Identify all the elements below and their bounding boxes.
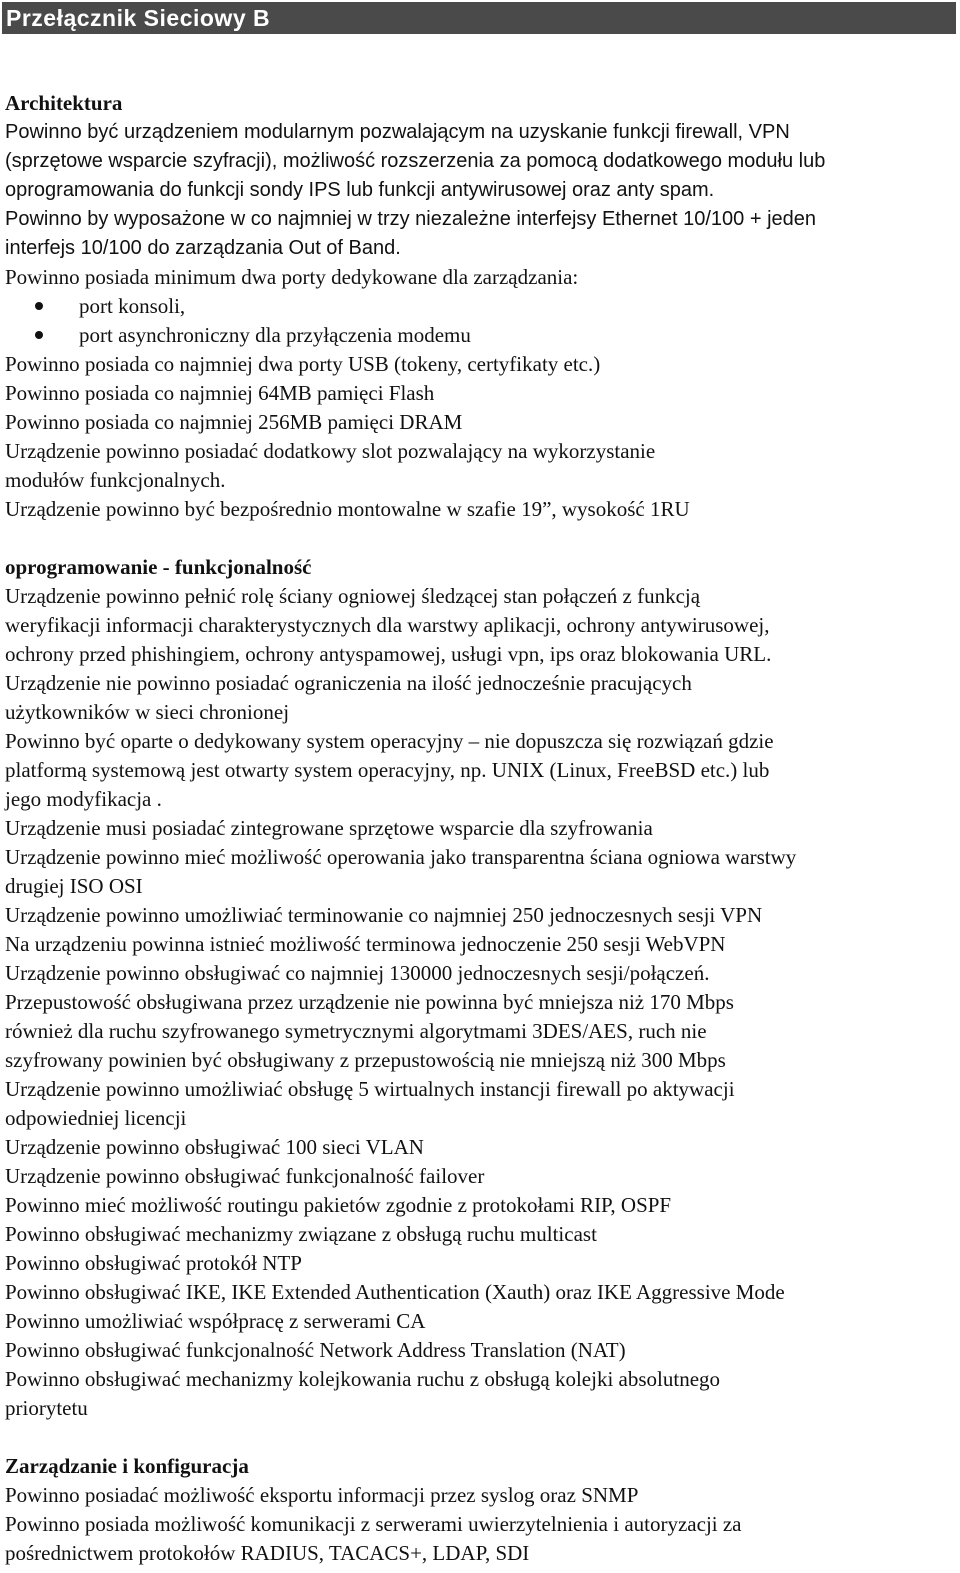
text-line bbox=[5, 234, 955, 263]
line-text: (sprzętowe wsparcie szyfracji), możliwość rozszerzenia za pomocą dodatkowego modułu lub bbox=[5, 150, 826, 172]
text-line bbox=[5, 379, 955, 408]
text-line bbox=[5, 118, 955, 147]
text-line bbox=[5, 1017, 955, 1046]
line-text: Urządzenie powinno obsługiwać funkcjonalność failover bbox=[5, 1164, 485, 1188]
line-text: Urządzenie powinno mieć możliwość operowania jako transparentna ściana ogniowa warstwy bbox=[5, 845, 797, 869]
line-text: Urządzenie powinno umożliwiać terminowanie co najmniej 250 jednoczesnych sesji VPN bbox=[5, 903, 763, 927]
text-line bbox=[5, 1481, 955, 1510]
text-line bbox=[5, 1307, 955, 1336]
text-line bbox=[5, 147, 955, 176]
line-text: Powinno posiada minimum dwa porty dedykowane dla zarządzania: bbox=[5, 265, 579, 289]
text-line bbox=[5, 930, 955, 959]
line-text: jego modyfikacja . bbox=[5, 787, 162, 811]
text-line bbox=[5, 1539, 955, 1568]
text-line bbox=[5, 901, 955, 930]
text-line bbox=[5, 814, 955, 843]
text-line bbox=[5, 176, 955, 205]
document-body bbox=[5, 89, 955, 1568]
text-line bbox=[5, 756, 955, 785]
line-text: Powinno obsługiwać mechanizmy związane z obsługą ruchu multicast bbox=[5, 1222, 597, 1246]
line-text: drugiej ISO OSI bbox=[5, 874, 143, 898]
text-line bbox=[5, 1249, 955, 1278]
line-text: modułów funkcjonalnych. bbox=[5, 468, 226, 492]
section-heading: oprogramowanie - funkcjonalność bbox=[5, 555, 312, 579]
text-line bbox=[5, 1365, 955, 1394]
line-text: Na urządzeniu powinna istnieć możliwość terminowa jednoczenie 250 sesji WebVPN bbox=[5, 932, 726, 956]
text-line bbox=[5, 350, 955, 379]
text-line bbox=[5, 1510, 955, 1539]
text-line bbox=[5, 1133, 955, 1162]
line-text: Powinno być urządzeniem modularnym pozwalającym na uzyskanie funkcji firewall, VPN bbox=[5, 121, 790, 143]
text-line bbox=[5, 1075, 955, 1104]
line-text: interfejs 10/100 do zarządzania Out of Band. bbox=[5, 237, 401, 259]
text-line bbox=[5, 872, 955, 901]
line-text: Powinno posiada możliwość komunikacji z serwerami uwierzytelnienia i autoryzacji za bbox=[5, 1512, 742, 1536]
line-text: pośrednictwem protokołów RADIUS, TACACS+, LDAP, SDI bbox=[5, 1541, 530, 1565]
text-line bbox=[5, 1191, 955, 1220]
line-text: Urządzenie nie powinno posiadać ograniczenia na ilość jednocześnie pracujących bbox=[5, 671, 692, 695]
line-text: Powinno umożliwiać współpracę z serwerami CA bbox=[5, 1309, 426, 1333]
line-text: Urządzenie powinno obsługiwać co najmniej 130000 jednoczesnych sesji/połączeń. bbox=[5, 961, 710, 985]
text-line bbox=[5, 698, 955, 727]
text-line bbox=[5, 785, 955, 814]
line-text: Powinno obsługiwać funkcjonalność Network Address Translation (NAT) bbox=[5, 1338, 626, 1362]
line-text: Urządzenie powinno pełnić rolę ściany ogniowej śledzącej stan połączeń z funkcją bbox=[5, 584, 701, 608]
line-text: Powinno obsługiwać protokół NTP bbox=[5, 1251, 302, 1275]
line-text: Powinno obsługiwać IKE, IKE Extended Authentication (Xauth) oraz IKE Aggressive Mode bbox=[5, 1280, 785, 1304]
document-title: Przełącznik Sieciowy B bbox=[2, 2, 956, 34]
text-line bbox=[5, 843, 955, 872]
text-line bbox=[5, 1278, 955, 1307]
text-line bbox=[5, 988, 955, 1017]
line-text: ochrony przed phishingiem, ochrony antyspamowej, usługi vpn, ips oraz blokowania URL. bbox=[5, 642, 772, 666]
line-text: Przepustowość obsługiwana przez urządzenie nie powinna być mniejsza niż 170 Mbps bbox=[5, 990, 734, 1014]
section-spacer bbox=[5, 524, 955, 553]
text-line bbox=[5, 466, 955, 495]
text-line bbox=[5, 1104, 955, 1133]
line-text: Powinno by wyposażone w co najmniej w trzy niezależne interfejsy Ethernet 10/100 + jeden bbox=[5, 208, 817, 230]
line-text: Urządzenie musi posiadać zintegrowane sprzętowe wsparcie dla szyfrowania bbox=[5, 816, 653, 840]
text-line bbox=[5, 582, 955, 611]
line-text: Urządzenie powinno obsługiwać 100 sieci VLAN bbox=[5, 1135, 424, 1159]
line-text: port konsoli, bbox=[79, 294, 186, 318]
line-text: priorytetu bbox=[5, 1396, 88, 1420]
line-text: Powinno posiada co najmniej 64MB pamięci Flash bbox=[5, 381, 435, 405]
bullet-item bbox=[5, 321, 955, 350]
line-text: Urządzenie powinno być bezpośrednio montowalne w szafie 19”, wysokość 1RU bbox=[5, 497, 690, 521]
line-text: Powinno mieć możliwość routingu pakietów zgodnie z protokołami RIP, OSPF bbox=[5, 1193, 672, 1217]
bullet-dot-icon bbox=[35, 331, 43, 339]
text-line bbox=[5, 437, 955, 466]
line-text: również dla ruchu szyfrowanego symetrycznymi algorytmami 3DES/AES, ruch nie bbox=[5, 1019, 707, 1043]
line-text: weryfikacji informacji charakterystycznych dla warstwy aplikacji, ochrony antywirusowej, bbox=[5, 613, 770, 637]
line-text: Powinno posiadać możliwość eksportu informacji przez syslog oraz SNMP bbox=[5, 1483, 639, 1507]
section-heading: Zarządzanie i konfiguracja bbox=[5, 1454, 249, 1478]
line-text: port asynchroniczny dla przyłączenia modemu bbox=[79, 323, 471, 347]
line-text: szyfrowany powinien być obsługiwany z przepustowością nie mniejszą niż 300 Mbps bbox=[5, 1048, 726, 1072]
text-line bbox=[5, 669, 955, 698]
text-line bbox=[5, 1336, 955, 1365]
bullet-item bbox=[5, 292, 955, 321]
text-line bbox=[5, 1162, 955, 1191]
text-line bbox=[5, 1220, 955, 1249]
line-text: platformą systemową jest otwarty system operacyjny, np. UNIX (Linux, FreeBSD etc.) lub bbox=[5, 758, 770, 782]
line-text: Powinno być oparte o dedykowany system operacyjny – nie dopuszcza się rozwiązań gdzie bbox=[5, 729, 774, 753]
line-text: Powinno posiada co najmniej 256MB pamięci DRAM bbox=[5, 410, 463, 434]
text-line bbox=[5, 727, 955, 756]
bullet-dot-icon bbox=[35, 302, 43, 310]
line-text: oprogramowania do funkcji sondy IPS lub funkcji antywirusowej oraz anty spam. bbox=[5, 179, 715, 201]
text-line bbox=[5, 205, 955, 234]
text-line bbox=[5, 1394, 955, 1423]
text-line bbox=[5, 640, 955, 669]
text-line bbox=[5, 495, 955, 524]
line-text: Powinno obsługiwać mechanizmy kolejkowania ruchu z obsługą kolejki absolutnego bbox=[5, 1367, 721, 1391]
text-line bbox=[5, 263, 955, 292]
line-text: użytkowników w sieci chronionej bbox=[5, 700, 290, 724]
section-spacer bbox=[5, 1423, 955, 1452]
text-line bbox=[5, 408, 955, 437]
line-text: Urządzenie powinno posiadać dodatkowy slot pozwalający na wykorzystanie bbox=[5, 439, 656, 463]
line-text: odpowiedniej licencji bbox=[5, 1106, 187, 1130]
line-text: Powinno posiada co najmniej dwa porty USB (tokeny, certyfikaty etc.) bbox=[5, 352, 601, 376]
section-heading: Architektura bbox=[5, 91, 123, 115]
line-text: Urządzenie powinno umożliwiać obsługę 5 wirtualnych instancji firewall po aktywacji bbox=[5, 1077, 735, 1101]
text-line bbox=[5, 1046, 955, 1075]
text-line bbox=[5, 611, 955, 640]
text-line bbox=[5, 959, 955, 988]
